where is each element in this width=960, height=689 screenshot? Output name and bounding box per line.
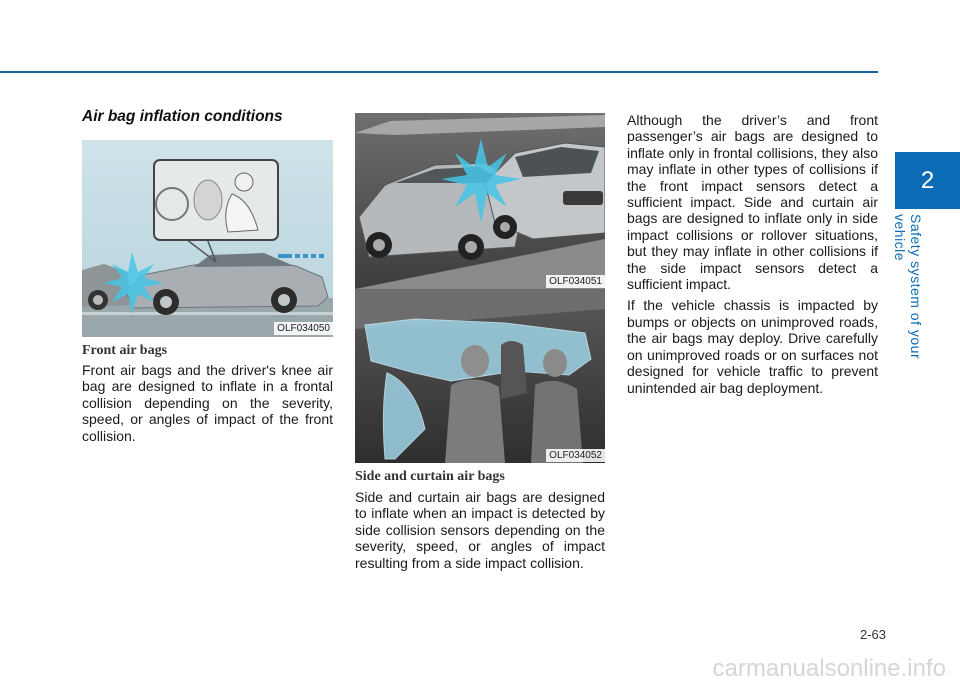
- front-collision-figure: [82, 140, 333, 337]
- right-column-text: [627, 112, 878, 401]
- section-title: Air bag inflation conditions: [82, 108, 283, 125]
- front-collision-illustration: [82, 140, 333, 337]
- deployment-paragraph-1: Although the driver’s and front passenger’s air bags are designed to inflate only in frontal collisions, they also may inflate in other types of collisions if the front impact sensors detect a sufficient impact. Side and curtain air bags are designed to inflate only in side impact collisions or rollover situations, but they may inflate in other collisions if the side impact sensors detect a sufficient impact.: [627, 112, 878, 293]
- side-collision-illustration: [355, 113, 605, 289]
- chapter-number-tab: 2: [895, 152, 960, 209]
- curtain-airbag-illustration: [355, 289, 605, 463]
- front-air-bags-paragraph: Front air bags and the driver's knee air bag are designed to inflate in a frontal collision depending on the severity, speed, or angles of impact of the front collision.: [82, 362, 333, 444]
- header-rule: [0, 71, 878, 73]
- front-air-bags-heading: Front air bags: [82, 343, 168, 358]
- site-watermark: carmanualsonline.info: [712, 655, 946, 682]
- side-curtain-air-bags-body: [355, 489, 605, 576]
- deployment-paragraph-2: If the vehicle chassis is impacted by bumps or objects on unimproved roads, the air bags may deploy. Drive carefully on unimproved roads or on surfaces not designed for vehicle traffic to prevent unintended air bag deployment.: [627, 297, 878, 396]
- side-collision-figure: [355, 113, 605, 289]
- chapter-title: Safety system of your vehicle: [892, 214, 924, 360]
- side-curtain-air-bags-heading: Side and curtain air bags: [355, 469, 505, 484]
- side-curtain-paragraph: Side and curtain air bags are designed to inflate when an impact is detected by side collision sensors depending on the severity, speed, or angles of impact resulting from a side impact collision.: [355, 489, 605, 571]
- figure-code-label: OLF034050: [274, 322, 333, 335]
- page-number: 2-63: [859, 627, 886, 642]
- figure-code-label: OLF034051: [546, 275, 605, 288]
- figure-code-label: OLF034052: [546, 449, 605, 462]
- curtain-airbag-figure: [355, 289, 605, 463]
- front-air-bags-body: [82, 362, 333, 449]
